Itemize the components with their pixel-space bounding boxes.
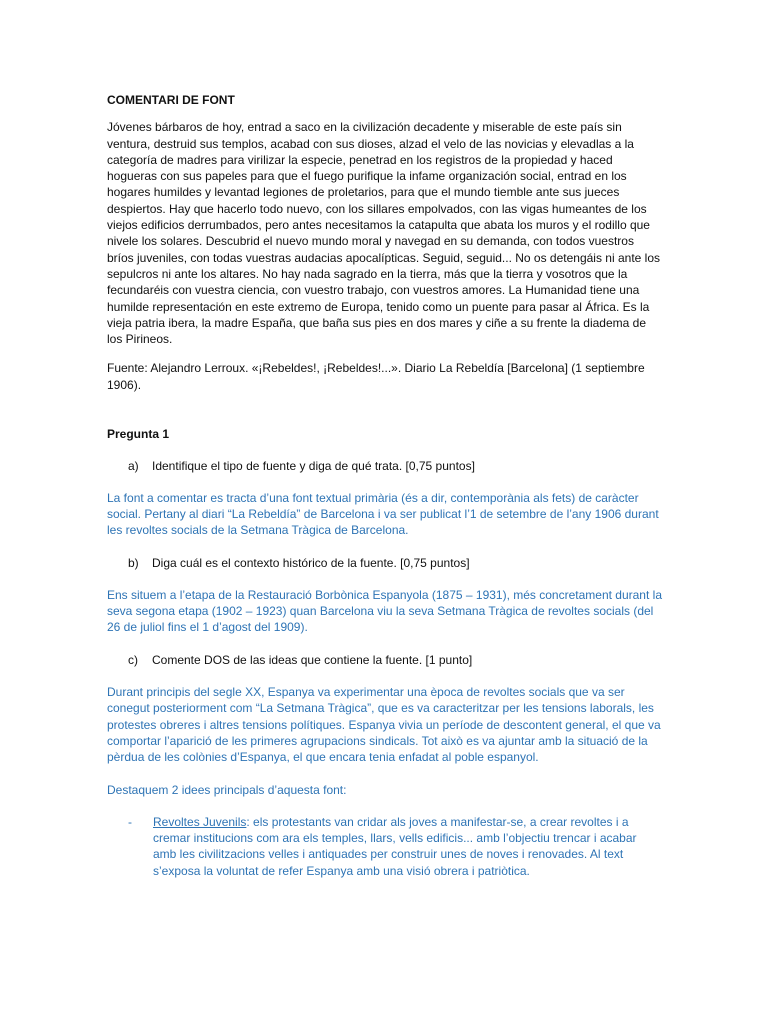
- answer-b: Ens situem a l’etapa de la Restauració Borbònica Espanyola (1875 – 1931), més concretament durant la seva segona etapa (1902 – 1923) quan Barcelona viu la seva Setmana Tràgica de revoltes socials (del 26 de juliol fins el 1 d’agost del 1909).: [107, 587, 662, 635]
- bullet-heading: Revoltes Juvenils: [153, 814, 247, 829]
- document-title: COMENTARI DE FONT: [107, 93, 235, 107]
- source-citation: Fuente: Alejandro Lerroux. «¡Rebeldes!, ¡Rebeldes!...». Diario La Rebeldía [Barcelona] (1 septiembre 1906).: [107, 361, 645, 392]
- answer-c: Durant principis del segle XX, Espanya va experimentar una època de revoltes socials que va ser conegut posteriorment com “La Setmana Tràgica”, que es va caracteritzar per les tensions laborals, les protestes obreres i altres tensions polítiques. Espanya vivia un període de descontent general, el que va comportar l’aparició de les primeres agrupacions sindicals. Tot això es va ajuntar amb la situació de la pèrdua de les colònies d’Espanya, el que encara tenia enfadat al poble espanyol.: [107, 685, 661, 765]
- question-a-text: Identifique el tipo de fuente y diga de qué trata. [0,75 puntos]: [152, 459, 475, 474]
- ideas-intro: Destaquem 2 idees principals d’aquesta font:: [107, 782, 347, 797]
- answer-a: La font a comentar es tracta d’una font textual primària (és a dir, contemporània als fets) de caràcter social. Pertany al diari “La Rebeldía” de Barcelona i va ser publicat l’1 de setembre de l’any 1906 durant les revoltes socials de la Setmana Tràgica de Barcelona.: [107, 490, 659, 538]
- bullet-revoltes-juvenils: [107, 814, 663, 879]
- question-c-marker: c): [128, 652, 138, 667]
- question-c: [107, 652, 663, 668]
- question-b: [107, 555, 663, 571]
- bullet-text: : els protestants van cridar als joves a manifestar-se, a crear revoltes i a cremar institucions com ara els temples, llars, vells edificis... amb l’objectiu trencar i acabar amb les civilitzacions velles i antiquades per construir unes de noves i renovades. Al text s’exposa la voluntat de refer Espanya amb una visió obrera i patriòtica.: [153, 814, 637, 878]
- question-a-marker: a): [128, 459, 139, 474]
- question-c-text: Comente DOS de las ideas que contiene la fuente. [1 punto]: [152, 652, 473, 667]
- source-text: Jóvenes bárbaros de hoy, entrad a saco en la civilización decadente y miserable de este país sin ventura, destruid sus templos, acabad con sus dioses, alzad el velo de las novicias y elevadlas a la categoría de madres para virilizar la especie, penetrad en los registros de la propiedad y haced hogueras con sus papeles para que el fuego purifique la infame organización social, entrad en los hogares humildes y levantad legiones de proletarios, para que el mundo tiemble ante sus jueces despiertos. Hay que hacerlo todo nuevo, con los sillares empolvados, con las vigas humeantes de los viejos edificios derrumbados, pero antes necesitamos la catapulta que abata los muros y el rodillo que nivele los solares. Descubrid el nuevo mundo moral y navegad en su demanda, con todos vuestros bríos juveniles, con todas vuestras audacias apocalípticas. Seguid, seguid... No os detengáis ni ante los sepulcros ni ante los altares. No hay nada sagrado en la tierra, más que la tierra y vosotros que la fecundaréis con vuestra ciencia, con vuestro trabajo, con vuestros amores. La Humanidad tiene una humilde representación en este extremo de Europa, tenido como un puente para pasar al África. Es la vieja patria ibera, la madre España, que baña sus pies en dos mares y ciñe a su frente la diadema de los Pirineos.: [107, 120, 661, 347]
- question-a: [107, 458, 663, 474]
- question-b-text: Diga cuál es el contexto histórico de la fuente. [0,75 puntos]: [152, 555, 470, 570]
- bullet-dash: -: [128, 814, 132, 829]
- question-heading: Pregunta 1: [107, 427, 170, 442]
- document-page: [107, 92, 663, 879]
- question-b-marker: b): [128, 555, 139, 570]
